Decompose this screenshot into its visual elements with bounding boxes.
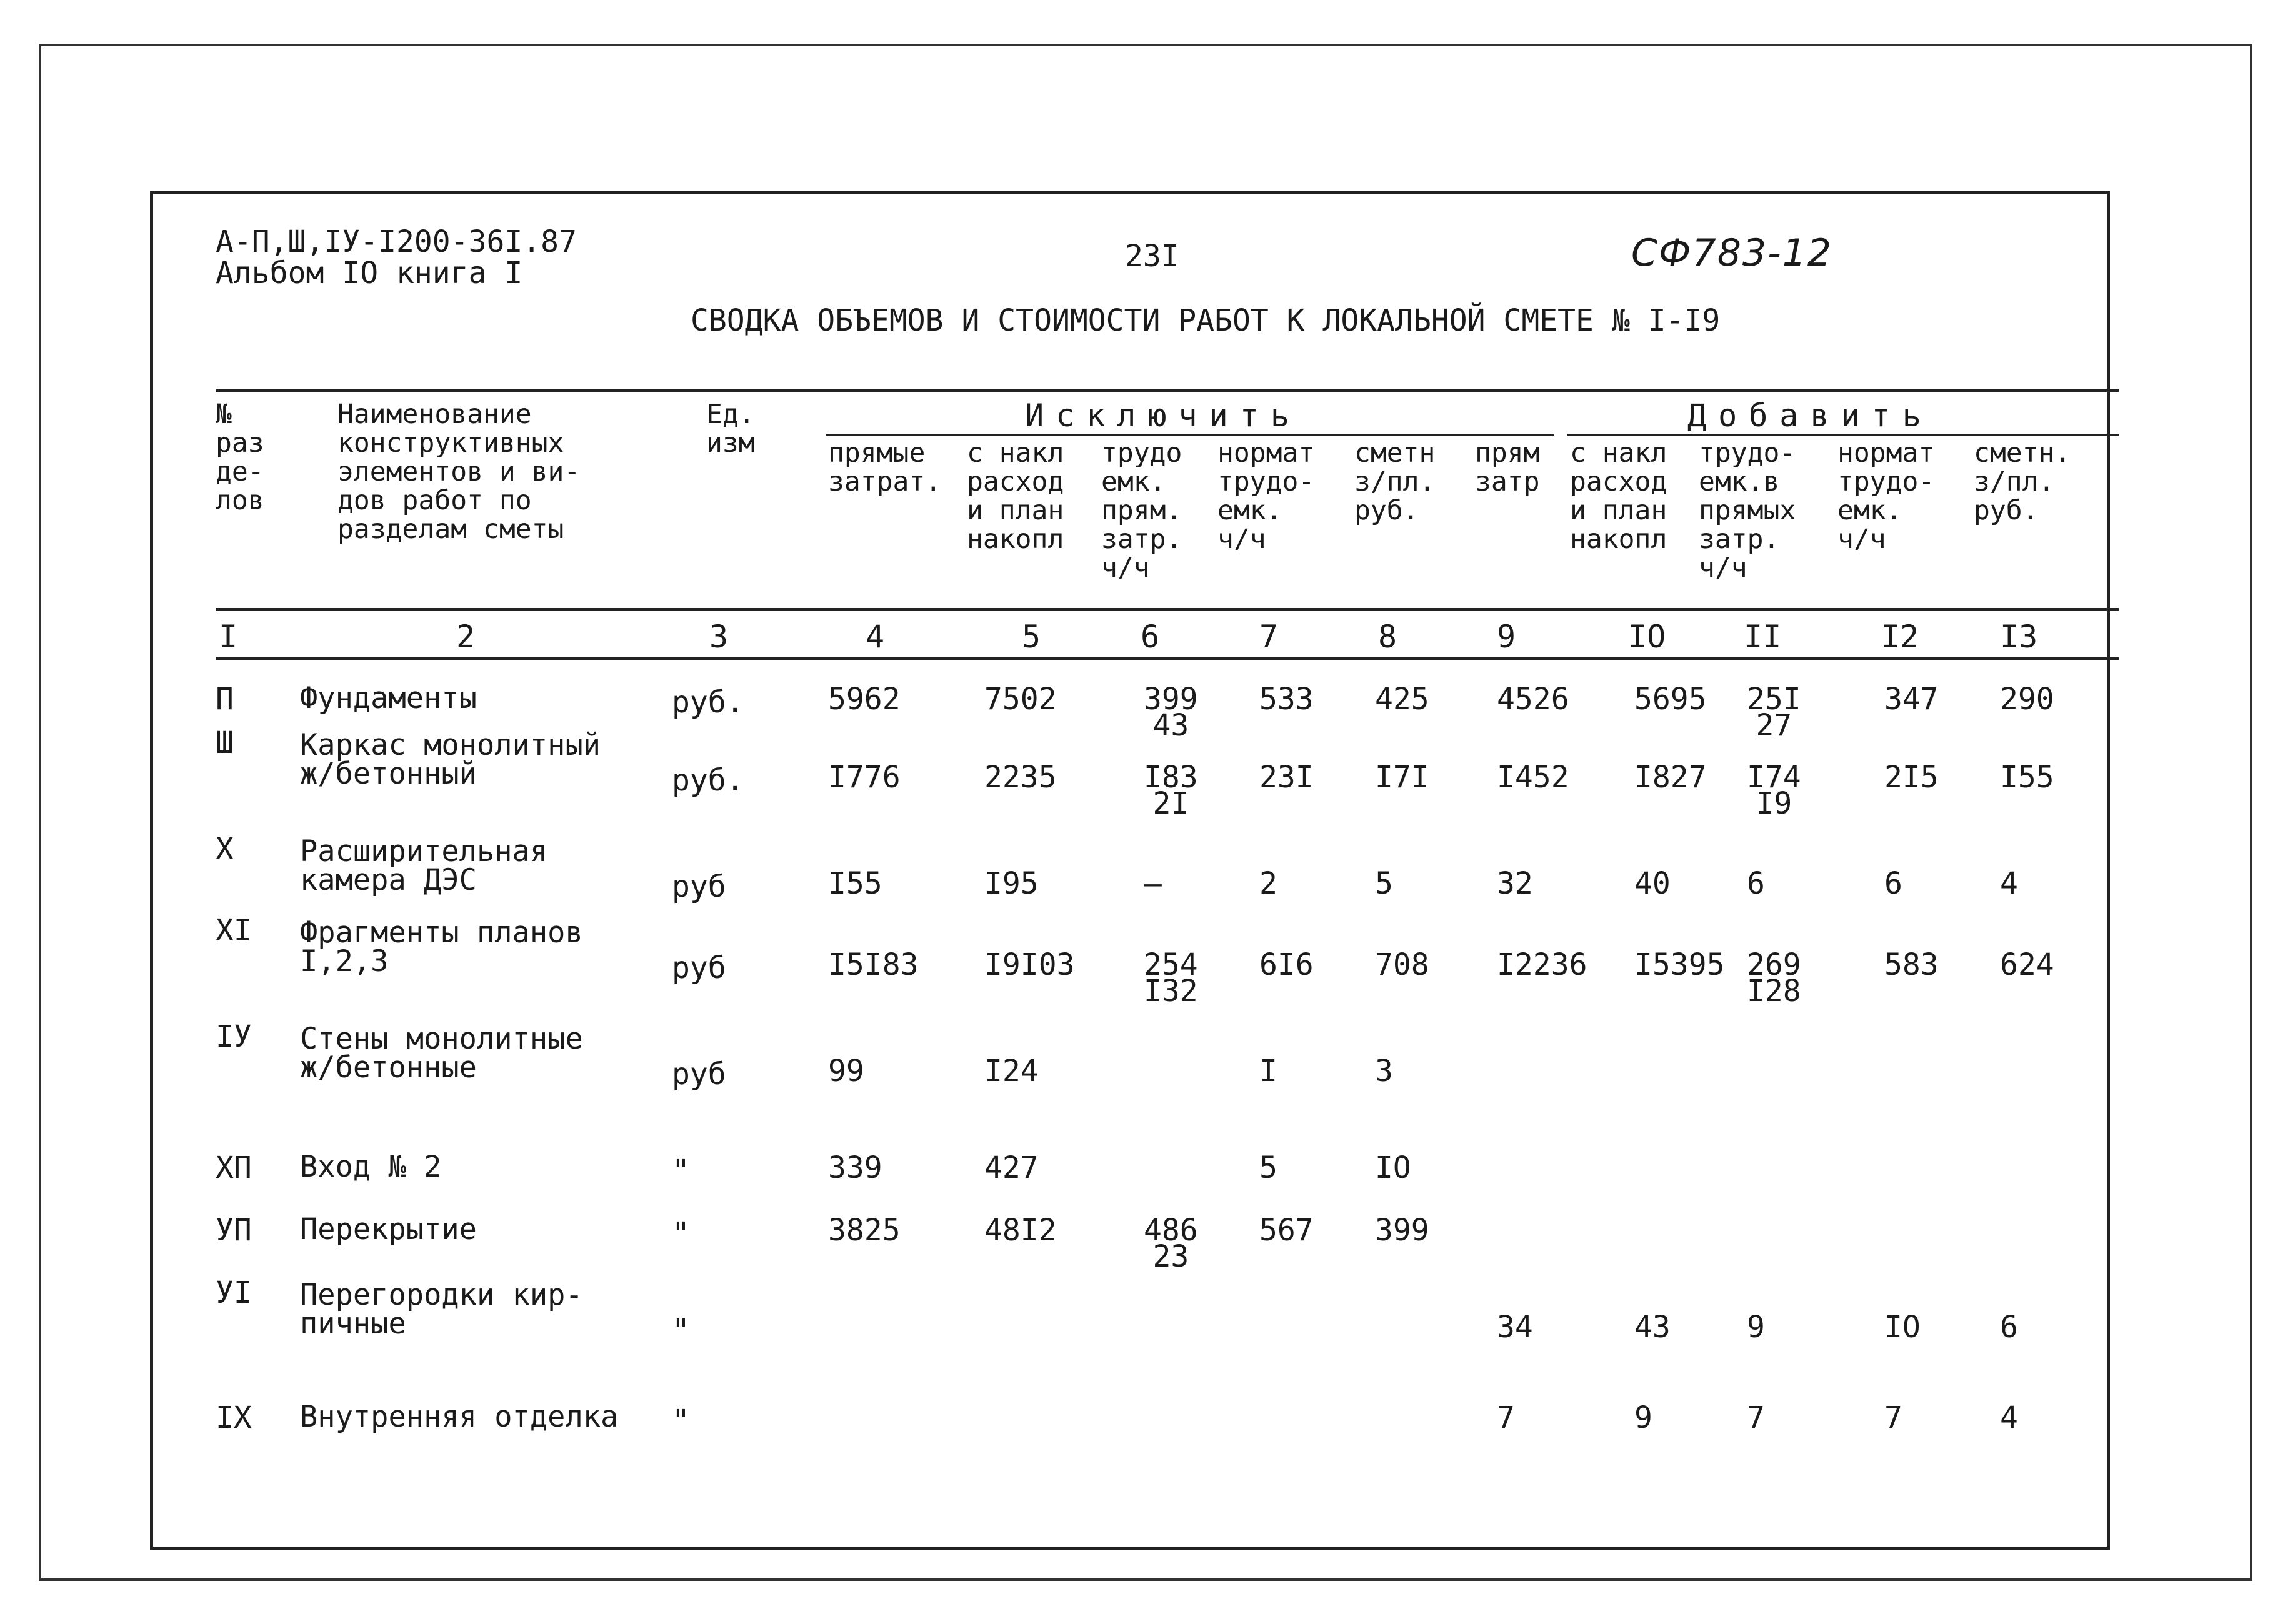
value-line: 399 <box>1144 682 1198 717</box>
value-c13: 6 <box>2000 1310 2018 1345</box>
value-c4: I776 <box>828 760 901 795</box>
work-name-line: ж/бетонный <box>300 757 477 791</box>
work-name-line: Вход № 2 <box>300 1150 442 1184</box>
th-with-overhead: с накл расход и план накопл <box>967 437 1064 555</box>
value-c5: 48I2 <box>984 1213 1057 1248</box>
colnum-12: I2 <box>1881 619 1919 655</box>
album-label: Альбом IO книга I <box>216 256 523 291</box>
value-c5: I24 <box>984 1054 1039 1088</box>
unit-cell: руб <box>672 1057 726 1092</box>
exclude-group-rule <box>826 434 1554 436</box>
value-c4: 5962 <box>828 682 901 717</box>
value-c9: 34 <box>1497 1310 1533 1345</box>
th-unit: Ед. изм <box>706 399 755 459</box>
th-estimated-wages: сметн з/пл. руб. <box>1354 437 1436 526</box>
value-line: 254 <box>1144 947 1198 982</box>
value-line: – <box>1144 866 1162 901</box>
value-line: 2I <box>1152 786 1189 821</box>
work-name-line: Каркас монолитный <box>300 728 601 762</box>
work-name <box>300 1150 442 1184</box>
table-top-rule <box>216 389 2119 392</box>
colnum-6: 6 <box>1141 619 1160 655</box>
value-c10: I827 <box>1634 760 1707 795</box>
section-number: IУ <box>216 1019 252 1054</box>
th-normative-labor-add: нормат трудо- емк. ч/ч <box>1837 437 1935 555</box>
colnum-13: I3 <box>2000 619 2038 655</box>
section-number: Х <box>216 832 234 867</box>
header-bottom-rule <box>216 608 2119 611</box>
unit-cell: " <box>672 1216 690 1251</box>
value-line: I9 <box>1756 786 1792 821</box>
colnum-2: 2 <box>456 619 476 655</box>
value-c5: I9I03 <box>984 947 1075 982</box>
value-c12: IO <box>1884 1310 1921 1345</box>
value-c5: I95 <box>984 866 1039 901</box>
unit-cell: руб <box>672 950 726 985</box>
value-c10: 40 <box>1634 866 1671 901</box>
section-number: П <box>216 682 234 717</box>
value-c9: 7 <box>1497 1400 1515 1435</box>
colnum-8: 8 <box>1378 619 1397 655</box>
section-number: Ш <box>216 725 234 760</box>
work-name-line: Фрагменты планов <box>300 915 583 950</box>
value-c6 <box>1144 1215 1198 1272</box>
work-name-line: Перекрытие <box>300 1212 477 1247</box>
th-group-add: Добавить <box>1687 397 1933 434</box>
colnum-11: II <box>1744 619 1782 655</box>
value-line: I32 <box>1144 974 1198 1009</box>
value-c11 <box>1747 762 1801 819</box>
value-line: I74 <box>1747 760 1801 795</box>
th-with-overhead-add: с накл расход и план накопл <box>1570 437 1667 555</box>
value-c13: 290 <box>2000 682 2054 717</box>
work-name-line: Внутренняя отделка <box>300 1400 619 1434</box>
value-c8: 425 <box>1375 682 1429 717</box>
work-name <box>300 728 601 791</box>
value-c9: 4526 <box>1497 682 1569 717</box>
value-c7: 23I <box>1259 760 1314 795</box>
work-name-line: Стены монолитные <box>300 1022 583 1056</box>
value-line: 9 <box>1747 1310 1765 1345</box>
colnum-9: 9 <box>1497 619 1516 655</box>
value-c9: I2236 <box>1497 947 1587 982</box>
section-number: ХI <box>216 913 252 948</box>
unit-cell: руб <box>672 869 726 904</box>
work-name <box>300 834 548 897</box>
section-number: УI <box>216 1275 252 1310</box>
th-group-exclude: Исключить <box>1025 397 1301 434</box>
work-name-line: пичные <box>300 1307 406 1341</box>
value-c5: 7502 <box>984 682 1057 717</box>
value-c13: 624 <box>2000 947 2054 982</box>
column-number-rule <box>216 657 2119 660</box>
colnum-7: 7 <box>1259 619 1279 655</box>
value-c7: 567 <box>1259 1213 1314 1248</box>
doc-reference: А-П,Ш,IУ-I200-36I.87 <box>216 224 577 259</box>
add-group-rule <box>1567 434 2119 436</box>
value-c12: 7 <box>1884 1400 1902 1435</box>
unit-cell: " <box>672 1153 690 1188</box>
value-c9: I452 <box>1497 760 1569 795</box>
value-c12: 347 <box>1884 682 1939 717</box>
value-c8: IO <box>1375 1150 1411 1185</box>
value-c6 <box>1144 866 1162 901</box>
value-c6 <box>1144 947 1198 1009</box>
value-c7: I <box>1259 1054 1277 1088</box>
value-c13: I55 <box>2000 760 2054 795</box>
value-c12: 583 <box>1884 947 1939 982</box>
unit-cell: " <box>672 1403 690 1438</box>
value-c5: 2235 <box>984 760 1057 795</box>
work-name <box>300 915 583 979</box>
value-c11 <box>1747 947 1801 1009</box>
value-c13: 4 <box>2000 866 2018 901</box>
value-c6 <box>1144 762 1198 819</box>
work-name <box>300 1400 619 1434</box>
work-name <box>300 681 477 715</box>
unit-cell: " <box>672 1313 690 1348</box>
value-c12: 6 <box>1884 866 1902 901</box>
value-c8: 3 <box>1375 1054 1393 1088</box>
value-c11 <box>1747 866 1765 901</box>
value-line: 6 <box>1747 866 1765 901</box>
th-direct-costs-add: прям затр <box>1475 437 1540 497</box>
value-c4: 99 <box>828 1054 864 1088</box>
value-line: I83 <box>1144 760 1198 795</box>
work-name-line: Перегородки кир- <box>300 1278 583 1312</box>
section-number: УП <box>216 1213 252 1248</box>
value-c6 <box>1144 682 1198 743</box>
page-number: 23I <box>1125 239 1179 274</box>
value-c8: 5 <box>1375 866 1393 901</box>
value-line: 7 <box>1747 1400 1765 1435</box>
value-c4: 339 <box>828 1150 882 1185</box>
value-c4: 3825 <box>828 1213 901 1248</box>
colnum-5: 5 <box>1022 619 1041 655</box>
work-name-line: ж/бетонные <box>300 1050 477 1085</box>
work-name-line: I,2,3 <box>300 944 389 979</box>
th-normative-labor: нормат трудо- емк. ч/ч <box>1217 437 1315 555</box>
value-line: 25I <box>1747 682 1801 717</box>
work-name-line: камера ДЭС <box>300 863 477 897</box>
colnum-4: 4 <box>866 619 885 655</box>
value-c11 <box>1747 682 1801 743</box>
value-c10: 5695 <box>1634 682 1707 717</box>
work-name <box>300 1212 477 1247</box>
th-section-no: № раз де- лов <box>216 399 264 516</box>
colnum-10: IO <box>1628 619 1666 655</box>
value-c7: 5 <box>1259 1150 1277 1185</box>
value-c8: I7I <box>1375 760 1429 795</box>
unit-cell: руб. <box>672 763 744 798</box>
value-line: 23 <box>1152 1239 1189 1274</box>
work-name <box>300 1278 583 1341</box>
value-c4: I5I83 <box>828 947 919 982</box>
value-c4: I55 <box>828 866 882 901</box>
value-line: I28 <box>1747 974 1801 1009</box>
value-c11 <box>1747 1310 1765 1345</box>
value-c7: 2 <box>1259 866 1277 901</box>
value-c10: I5395 <box>1634 947 1725 982</box>
sheet-code: СФ783-12 <box>1631 231 1833 275</box>
value-c10: 9 <box>1634 1400 1652 1435</box>
unit-cell: руб. <box>672 685 744 720</box>
th-direct-costs: прямые затрат. <box>828 437 942 497</box>
value-line: 27 <box>1756 708 1792 743</box>
work-name-line: Фундаменты <box>300 681 477 715</box>
value-c8: 708 <box>1375 947 1429 982</box>
value-c5: 427 <box>984 1150 1039 1185</box>
document-title: СВОДКА ОБЪЕМОВ И СТОИМОСТИ РАБОТ К ЛОКАЛЬНОЙ СМЕТЕ № I-I9 <box>691 303 1721 338</box>
work-name-line: Расширительная <box>300 834 548 869</box>
value-c9: 32 <box>1497 866 1533 901</box>
th-labor-intensity: трудо емк. прям. затр. ч/ч <box>1101 437 1182 584</box>
th-labor-intensity-add: трудо- емк.в прямых затр. ч/ч <box>1699 437 1796 584</box>
section-number: IХ <box>216 1400 252 1435</box>
value-c12: 2I5 <box>1884 760 1939 795</box>
value-c7: 533 <box>1259 682 1314 717</box>
th-estimated-wages-add: сметн. з/пл. руб. <box>1974 437 2071 526</box>
value-c13: 4 <box>2000 1400 2018 1435</box>
value-c7: 6I6 <box>1259 947 1314 982</box>
value-c10: 43 <box>1634 1310 1671 1345</box>
value-c8: 399 <box>1375 1213 1429 1248</box>
value-line: 269 <box>1747 947 1801 982</box>
value-c11 <box>1747 1400 1765 1435</box>
th-work-name: Наименование конструктивных элементов и ви- дов работ по разделам сметы <box>337 399 581 545</box>
work-name <box>300 1022 583 1085</box>
colnum-1: I <box>219 619 238 655</box>
value-line: 486 <box>1144 1213 1198 1248</box>
colnum-3: 3 <box>709 619 729 655</box>
value-line: 43 <box>1152 708 1189 743</box>
section-number: ХП <box>216 1150 252 1185</box>
